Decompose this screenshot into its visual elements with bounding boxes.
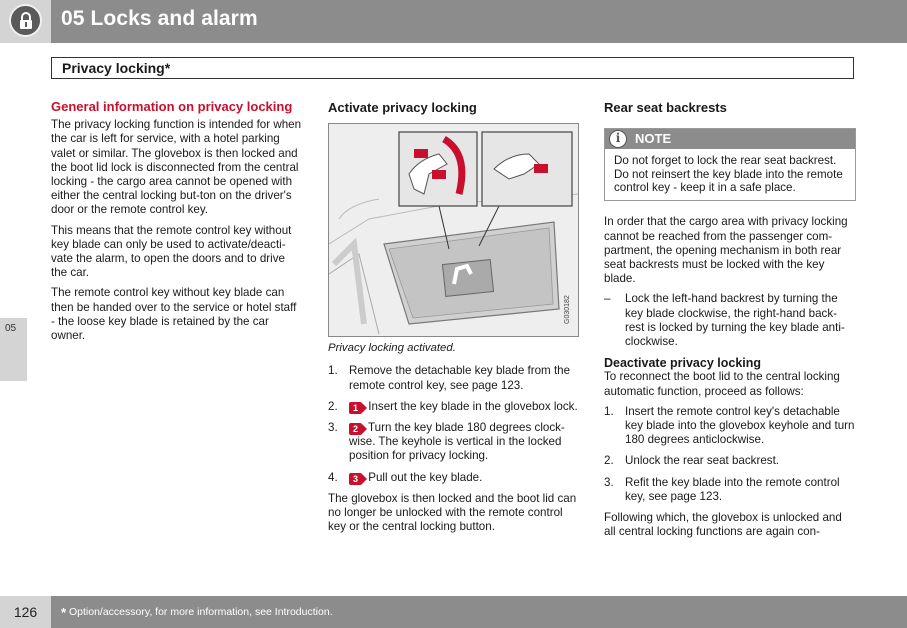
- note-box: [604, 128, 856, 201]
- paragraph: The remote control key without key blade can then be handed over to the service or hotel staff - the loose key blade is retained by the car owner.: [51, 286, 297, 343]
- side-tab-label: 05: [5, 323, 17, 334]
- paragraph: This means that the remote control key without key blade can only be used to activate/deacti-vate the alarm, to open the doors and to drive the car.: [51, 223, 292, 280]
- info-icon: i: [609, 130, 627, 148]
- deactivate-steps: [604, 405, 856, 504]
- header-icon-box: [0, 0, 51, 43]
- list-item: – Lock the left-hand backrest by turning the key blade clockwise, the right-hand back-rest is locked by turning the key blade anti-clockwise.: [604, 292, 845, 349]
- chapter-side-tab: [0, 318, 27, 381]
- list-item: 3. Refit the key blade into the remote control key, see page 123.: [604, 475, 840, 503]
- activate-steps: [328, 364, 579, 484]
- column-activate: [328, 100, 579, 540]
- paragraph: The glovebox is then locked and the boot lid can no longer be unlocked with the remote control key or the central locking button.: [328, 491, 577, 534]
- list-item: 1. Insert the remote control key's detachable key blade into the glovebox keyhole and turn 180 degrees anticlockwise.: [604, 404, 855, 447]
- footer-star: *: [61, 605, 67, 620]
- note-text: Do not forget to lock the rear seat backrest. Do not reinsert the key blade into the remote control key - keep it in a safe place.: [614, 154, 843, 195]
- page-footer: [0, 596, 907, 628]
- list-item: 2. 1 Insert the key blade in the glovebox lock.: [328, 399, 578, 413]
- column-rear-seat: [604, 100, 856, 545]
- page-header: [0, 0, 907, 43]
- paragraph: In order that the cargo area with privacy locking cannot be reached from the passenger com-partment, the opening mechanism in both rear seat backrests must be locked with the key blade.: [604, 215, 848, 286]
- lock-icon: [9, 4, 42, 37]
- chapter-title: 05 Locks and alarm: [61, 7, 258, 30]
- rear-seat-heading: Rear seat backrests: [604, 100, 727, 115]
- list-item: 3. 2 Turn the key blade 180 degrees clock-wise. The keyhole is vertical in the locked position for privacy locking.: [328, 421, 565, 463]
- figure-code: G030182: [564, 295, 571, 325]
- section-title: Privacy locking*: [51, 57, 854, 79]
- deactivate-heading: Deactivate privacy locking: [604, 356, 762, 371]
- paragraph: Following which, the glovebox is unlocked and all central locking functions are again con-: [604, 511, 842, 539]
- list-item: 2. Unlock the rear seat backrest.: [604, 454, 780, 468]
- list-item: 4. 3 Pull out the key blade.: [328, 470, 483, 484]
- paragraph: To reconnect the boot lid to the central locking automatic function, proceed as follows:: [604, 370, 840, 398]
- paragraph: The privacy locking function is intended for when the car is left for service, with a hotel parking valet or similar. The glovebox is then locked and the boot lid lock is disconnected from the central locking - the cargo area cannot be opened with either the central locking but-ton on the driver's door or the remote control key.: [51, 118, 302, 217]
- note-label: NOTE: [635, 131, 672, 147]
- figure-caption: Privacy locking activated.: [328, 342, 456, 355]
- column-general-info: [51, 100, 303, 349]
- note-header: [605, 129, 855, 149]
- glovebox-illustration: [328, 123, 579, 337]
- callout-badge: 2: [349, 423, 362, 435]
- glovebox-drawing: [329, 124, 579, 337]
- list-item: 1. Remove the detachable key blade from the remote control key, see page 123.: [328, 364, 571, 392]
- callout-badge: 1: [349, 402, 362, 414]
- footer-note: * Option/accessory, for more information, see Introduction.: [61, 605, 333, 620]
- page-number: 126: [0, 596, 51, 628]
- general-info-heading: General information on privacy locking: [51, 99, 293, 114]
- callout-badge: 3: [349, 473, 362, 485]
- activate-heading: Activate privacy locking: [328, 100, 477, 115]
